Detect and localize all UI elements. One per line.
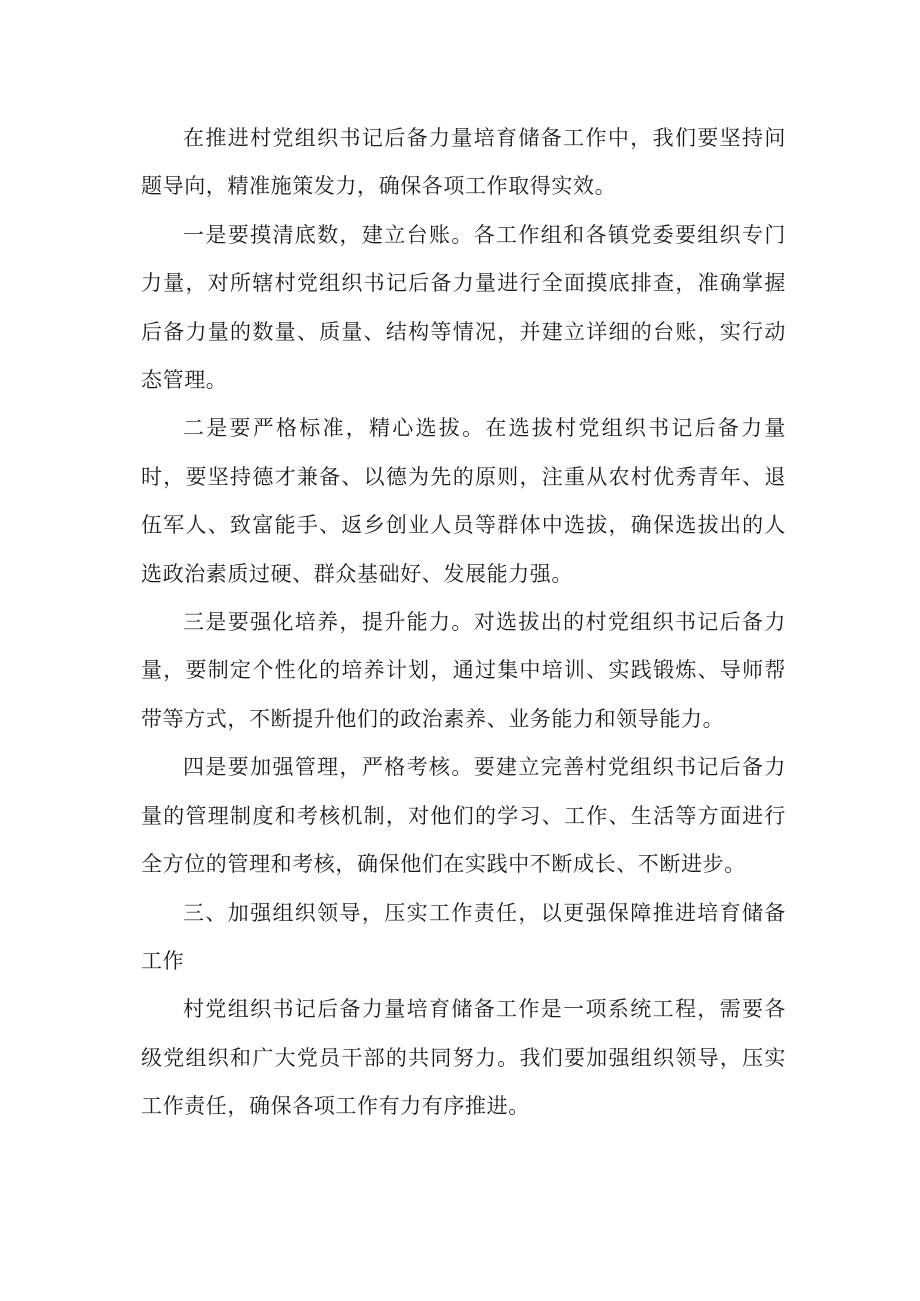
paragraph-section-three-body: 村党组织书记后备力量培育储备工作是一项系统工程，需要各级党组织和广大党员干部的共同努力。我们要加强组织领导，压实工作责任，确保各项工作有力有序推进。 — [141, 997, 786, 1119]
paragraph-point-one: 一是要摸清底数，建立台账。各工作组和各镇党委要组织专门力量，对所辖村党组织书记后备力量进行全面摸底排查，准确掌握后备力量的数量、质量、结构等情况，并建立详细的台账，实行动态管理。 — [141, 222, 786, 393]
section-heading-three: 三、加强组织领导，压实工作责任，以更强保障推进培育储备工作 — [141, 900, 786, 973]
paragraph-intro: 在推进村党组织书记后备力量培育储备工作中，我们要坚持问题导向，精准施策发力，确保各项工作取得实效。 — [141, 126, 786, 199]
paragraph-point-two: 二是要严格标准，精心选拔。在选拔村党组织书记后备力量时，要坚持德才兼备、以德为先的原则，注重从农村优秀青年、退伍军人、致富能手、返乡创业人员等群体中选拔，确保选拔出的人选政治素质过硬、群众基础好、发展能力强。 — [141, 416, 786, 586]
document-body — [141, 114, 786, 1131]
paragraph-point-four: 四是要加强管理，严格考核。要建立完善村党组织书记后备力量的管理制度和考核机制，对他们的学习、工作、生活等方面进行全方位的管理和考核，确保他们在实践中不断成长、不断进步。 — [141, 755, 786, 877]
paragraph-point-three: 三是要强化培养，提升能力。对选拔出的村党组织书记后备力量，要制定个性化的培养计划，通过集中培训、实践锻炼、导师帮带等方式，不断提升他们的政治素养、业务能力和领导能力。 — [141, 610, 786, 731]
